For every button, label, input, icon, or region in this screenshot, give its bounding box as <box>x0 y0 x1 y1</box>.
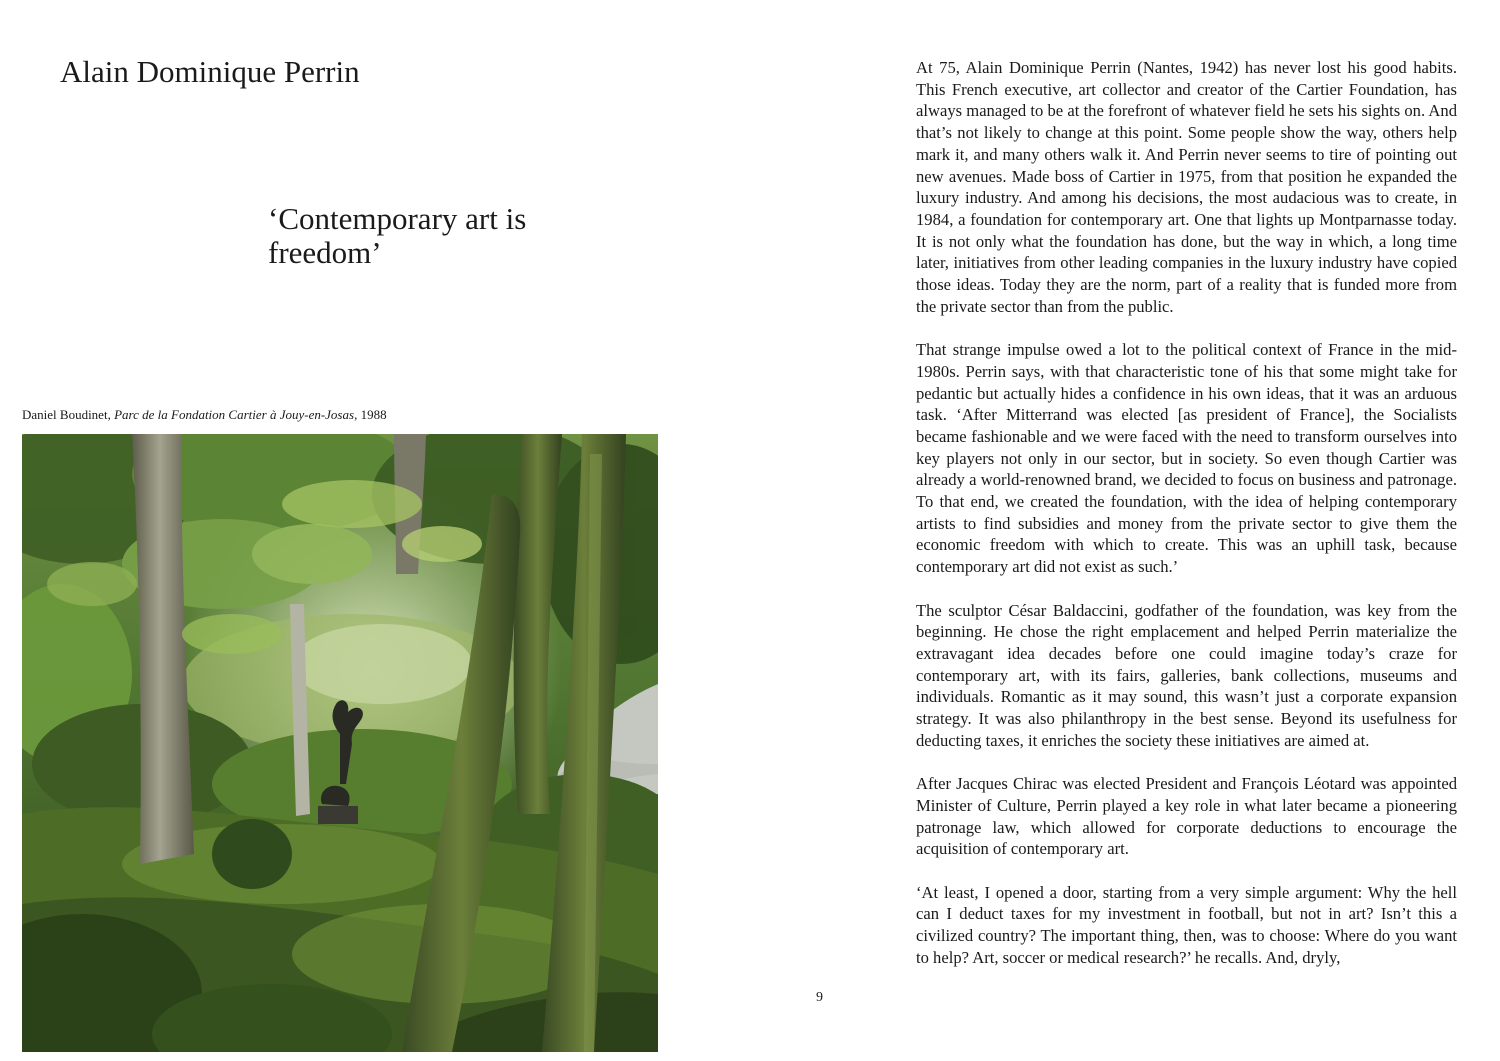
caption-year: , 1988 <box>354 407 387 422</box>
paragraph: That strange impulse owed a lot to the political context of France in the mid-1980s. Perrin says, with that characteristic tone of his that some might take for pedantic but actually hides a confidence in his own ideas, that it was an arduous task. ‘After Mitterrand was elected [as president of France], the Socialists became fashionable and we were faced with the need to transform ourselves into key players not only in our sector, but in society. So even though Cartier was already a world-renowned brand, we decided to focus on business and patronage. To that end, we created the foundation, with the idea of helping contemporary artists to find subsidies and money from the private sector to give them the economic freedom with which to create. This was an uphill task, because contemporary art did not exist as such.’ <box>916 340 1457 577</box>
paragraph: ‘At least, I opened a door, starting from a very simple argument: Why the hell can I deduct taxes for my investment in football, but not in art? Isn’t this a civilized country? The important thing, then, was to choose: Where do you want to help? Art, soccer or medical research?’ he recalls. And, dryly, <box>916 882 1457 967</box>
park-photograph <box>22 434 658 1052</box>
caption-author: Daniel Boudinet, <box>22 407 115 422</box>
page-number: 9 <box>816 990 823 1005</box>
paragraph: After Jacques Chirac was elected President and François Léotard was appointed Minister of Culture, Perrin played a key role in what later became a pioneering patronage law, which allowed for corporate deductions to encourage the acquisition of contemporary art. <box>916 774 1457 859</box>
article-body <box>916 57 1457 990</box>
photo-caption <box>22 406 387 424</box>
park-photograph-illustration <box>22 434 658 1052</box>
caption-title: Parc de la Fondation Cartier à Jouy-en-Josas <box>114 407 355 422</box>
pull-quote: ‘Contemporary art is freedom’ <box>268 201 527 270</box>
paragraph: The sculptor César Baldaccini, godfather of the foundation, was key from the beginning. He chose the right emplacement and helped Perrin materialize the extravagant idea decades before one could imagine today’s craze for contemporary art, with its fairs, galleries, bank collections, museums and individuals. Romantic as it may sound, this wasn’t just a corporate expansion strategy. It was also philanthropy in the best sense. Beyond its usefulness for deducting taxes, it enriches the society these initiatives are aimed at. <box>916 600 1457 750</box>
article-heading: Alain Dominique Perrin <box>60 54 360 89</box>
paragraph: At 75, Alain Dominique Perrin (Nantes, 1942) has never lost his good habits. This French executive, art collector and creator of the Cartier Foundation, has always managed to be at the forefront of whatever field he sets his sights on. And that’s not likely to change at this point. Some people show the way, others help mark it, and many others walk it. And Perrin never seems to tire of pointing out new avenues. Made boss of Cartier in 1975, from that position he expanded the luxury industry. And among his decisions, the most audacious was to create, in 1984, a foundation for contemporary art. One that lights up Montparnasse today. It is not only what the foundation has done, but the way in which, a long time later, initiatives from other leading companies in the luxury industry have copied those ideas. Today they are the norm, part of a reality that is funded more from the private sector than from the public. <box>916 58 1457 316</box>
